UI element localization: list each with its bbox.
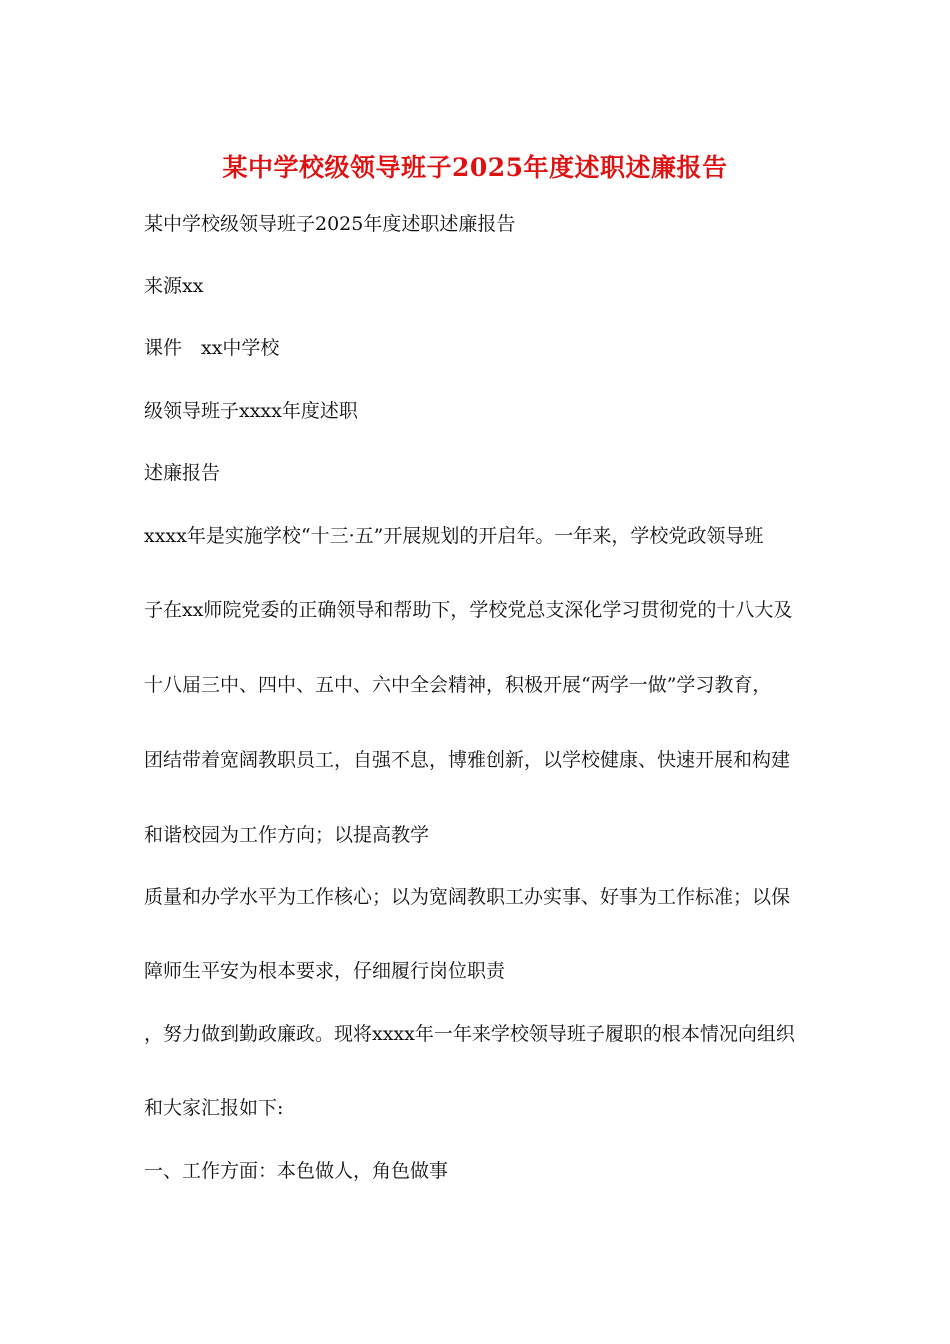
text-line: 质量和办学水平为工作核心；以为宽阔教职工办实事、好事为工作标准；以保 — [144, 886, 791, 908]
text-line: 和谐校园为工作方向；以提高教学 — [144, 824, 430, 846]
text-line: 团结带着宽阔教职员工，自强不息，博雅创新，以学校健康、快速开展和构建 — [144, 749, 791, 771]
text-line: 述廉报告 — [144, 462, 221, 484]
text-line: 级领导班子xxxx年度述职 — [144, 400, 358, 422]
text-line: xxxx年是实施学校“十三·五”开展规划的开启年。一年来，学校党政领导班 — [144, 525, 764, 547]
text-line: 子在xx师院党委的正确领导和帮助下，学校党总支深化学习贯彻党的十八大及 — [144, 599, 793, 621]
text-line: 课件 xx中学校 — [144, 337, 280, 359]
text-line: 障师生平安为根本要求，仔细履行岗位职责 — [144, 960, 506, 982]
document-title: 某中学校级领导班子2025年度述职述廉报告 — [222, 153, 728, 182]
text-line: 来源xx — [144, 275, 204, 297]
text-line: 十八届三中、四中、五中、六中全会精神，积极开展“两学一做”学习教育， — [144, 674, 772, 696]
text-line: ，努力做到勤政廉政。现将xxxx年一年来学校领导班子履职的根本情况向组织 — [144, 1023, 795, 1045]
text-line: 一、工作方面：本色做人，角色做事 — [144, 1160, 449, 1182]
text-line: 某中学校级领导班子2025年度述职述廉报告 — [144, 213, 516, 235]
text-line: 和大家汇报如下: — [144, 1097, 284, 1119]
